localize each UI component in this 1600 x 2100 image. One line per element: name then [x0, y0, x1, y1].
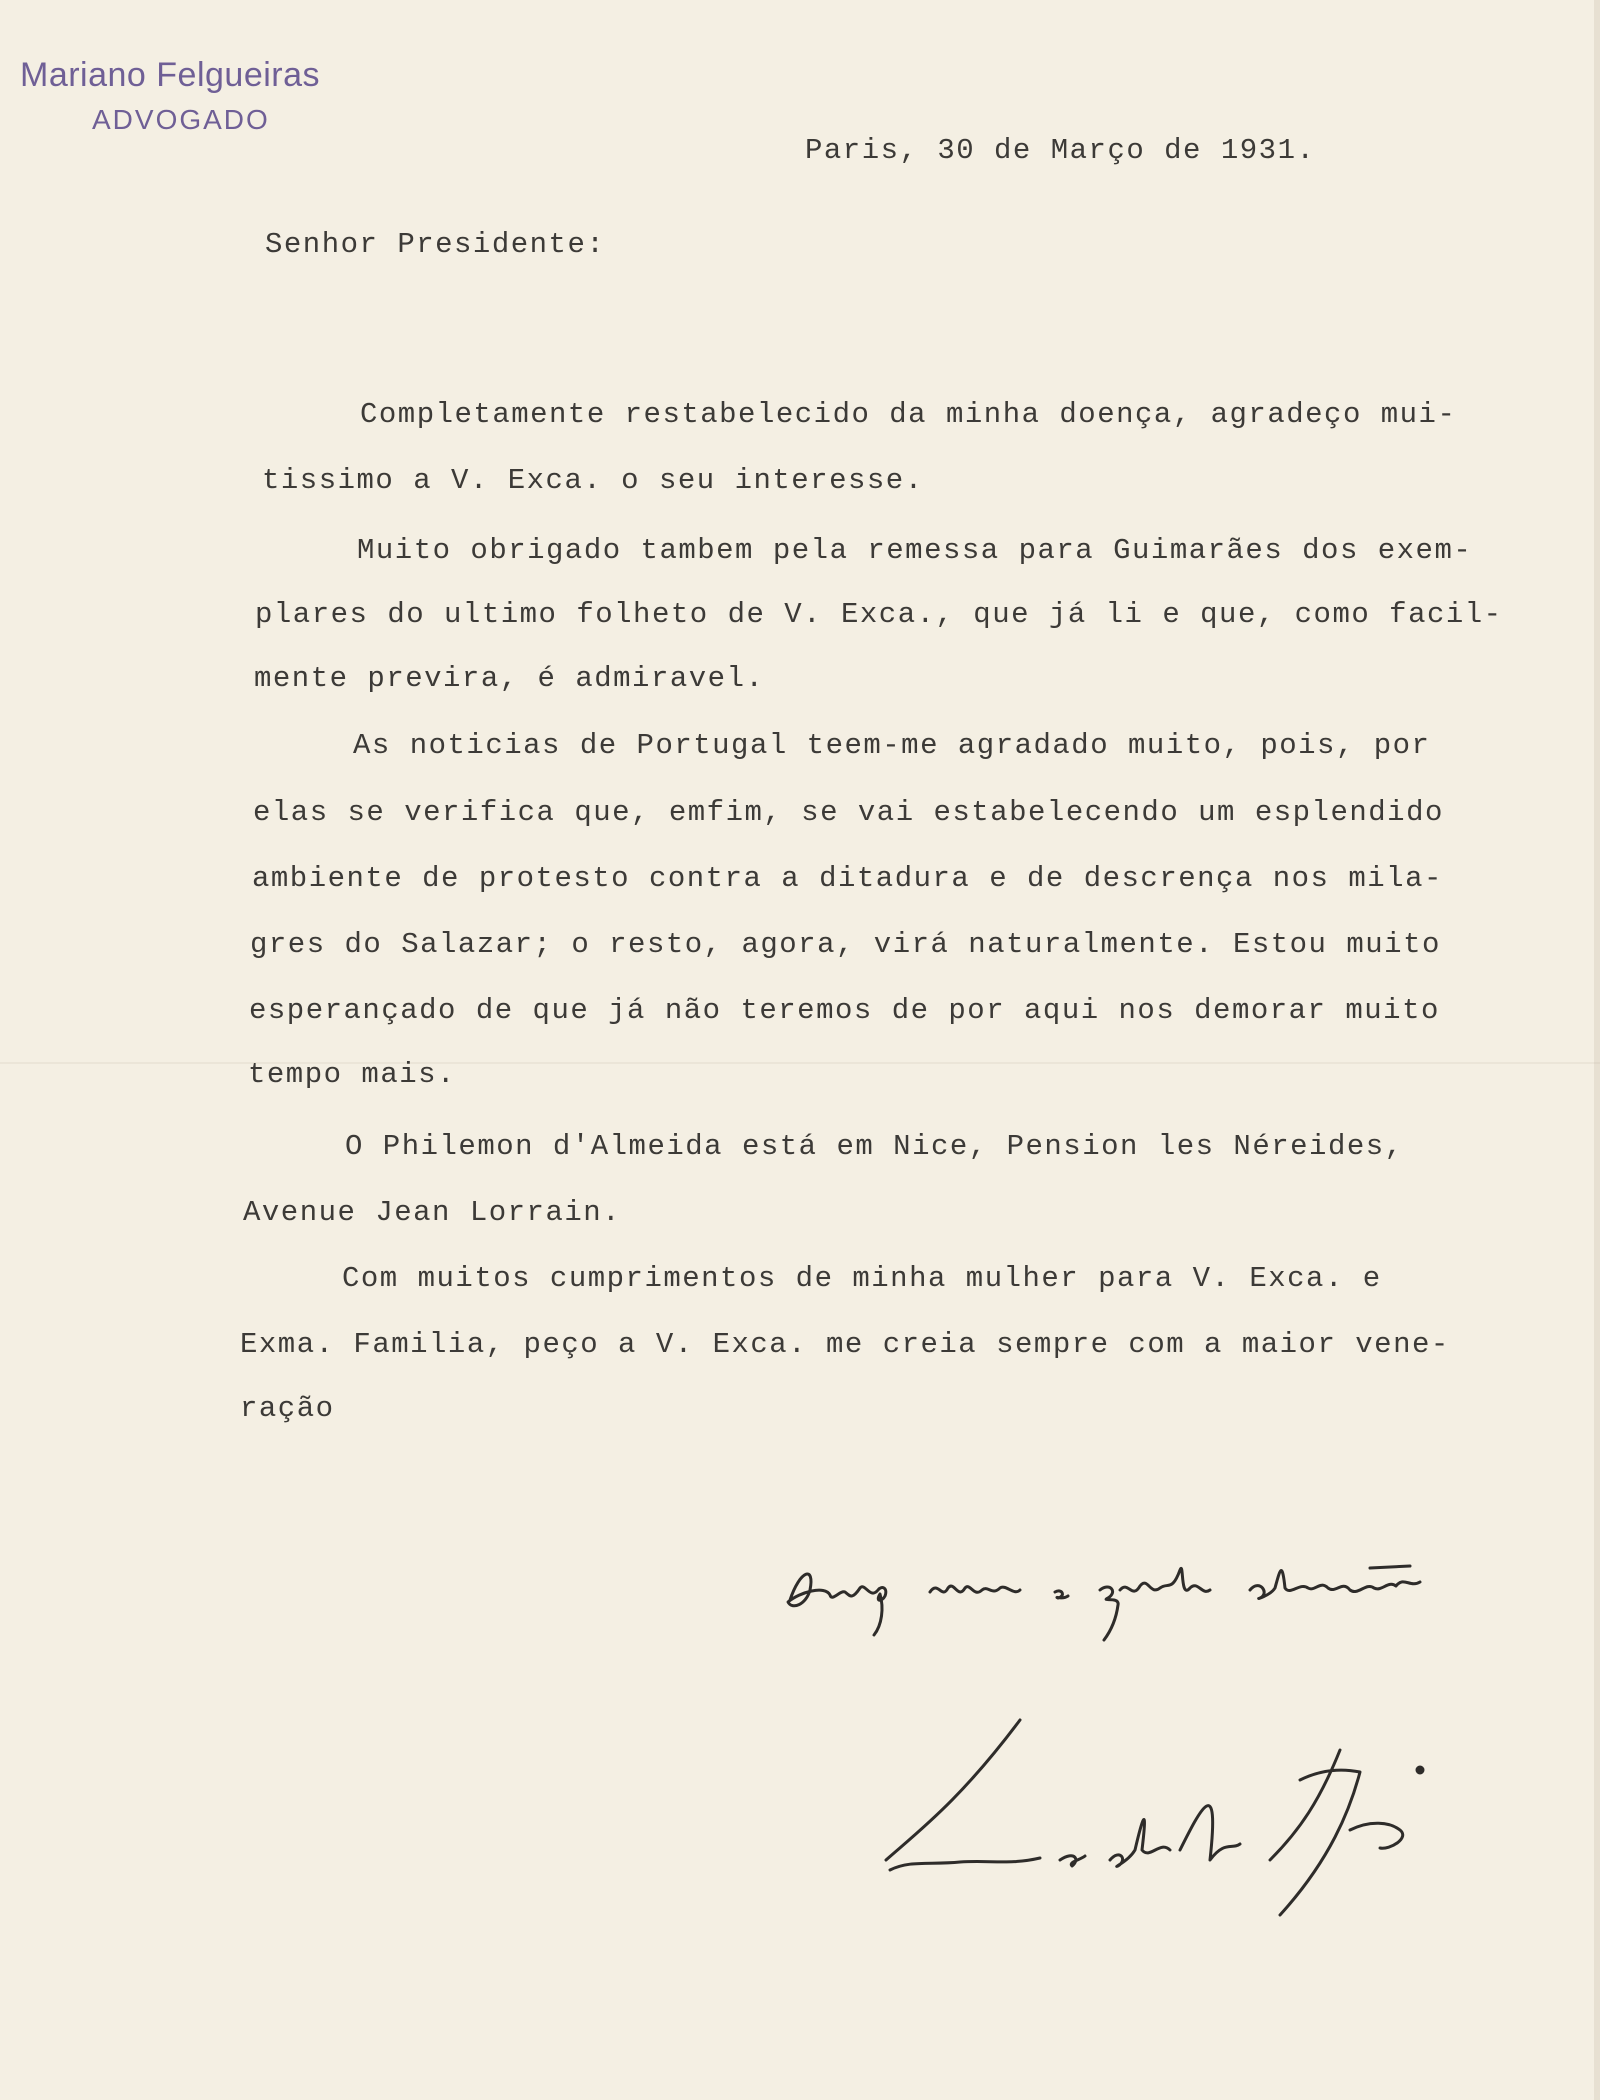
body-line: mente previra, é admiravel.	[254, 662, 765, 695]
letterhead-title: ADVOGADO	[92, 104, 270, 135]
body-line: O Philemon d'Almeida está em Nice, Pension les Néreides,	[345, 1130, 1404, 1163]
body-line: esperançado de que já não teremos de por aqui nos demorar muito	[249, 994, 1440, 1027]
signature	[880, 1710, 1440, 1930]
body-line: Com muitos cumprimentos de minha mulher para V. Exca. e	[342, 1262, 1382, 1295]
body-line: Exma. Familia, peço a V. Exca. me creia sempre com a maior vene-	[240, 1328, 1450, 1361]
body-line: tissimo a V. Exca. o seu interesse.	[262, 464, 924, 497]
date-line: Paris, 30 de Março de 1931.	[805, 134, 1316, 167]
body-line: Muito obrigado tambem pela remessa para Guimarães dos exem-	[357, 534, 1473, 567]
body-line: Avenue Jean Lorrain.	[243, 1196, 622, 1229]
body-line: plares do ultimo folheto de V. Exca., que já li e que, como facil-	[255, 598, 1503, 631]
body-line: tempo mais.	[248, 1058, 456, 1091]
letterhead-name: Mariano Felgueiras	[20, 56, 321, 94]
body-line: ambiente de protesto contra a ditadura e de descrença nos mila-	[252, 862, 1443, 895]
handwritten-closing	[770, 1530, 1470, 1650]
body-line: As noticias de Portugal teem-me agradado muito, pois, por	[353, 729, 1431, 762]
body-line: elas se verifica que, emfim, se vai estabelecendo um esplendido	[253, 796, 1444, 829]
salutation: Senhor Presidente:	[265, 228, 606, 261]
body-line: ração	[240, 1392, 335, 1425]
body-line: gres do Salazar; o resto, agora, virá naturalmente. Estou muito	[250, 928, 1441, 961]
body-line: Completamente restabelecido da minha doença, agradeço mui-	[360, 398, 1457, 431]
